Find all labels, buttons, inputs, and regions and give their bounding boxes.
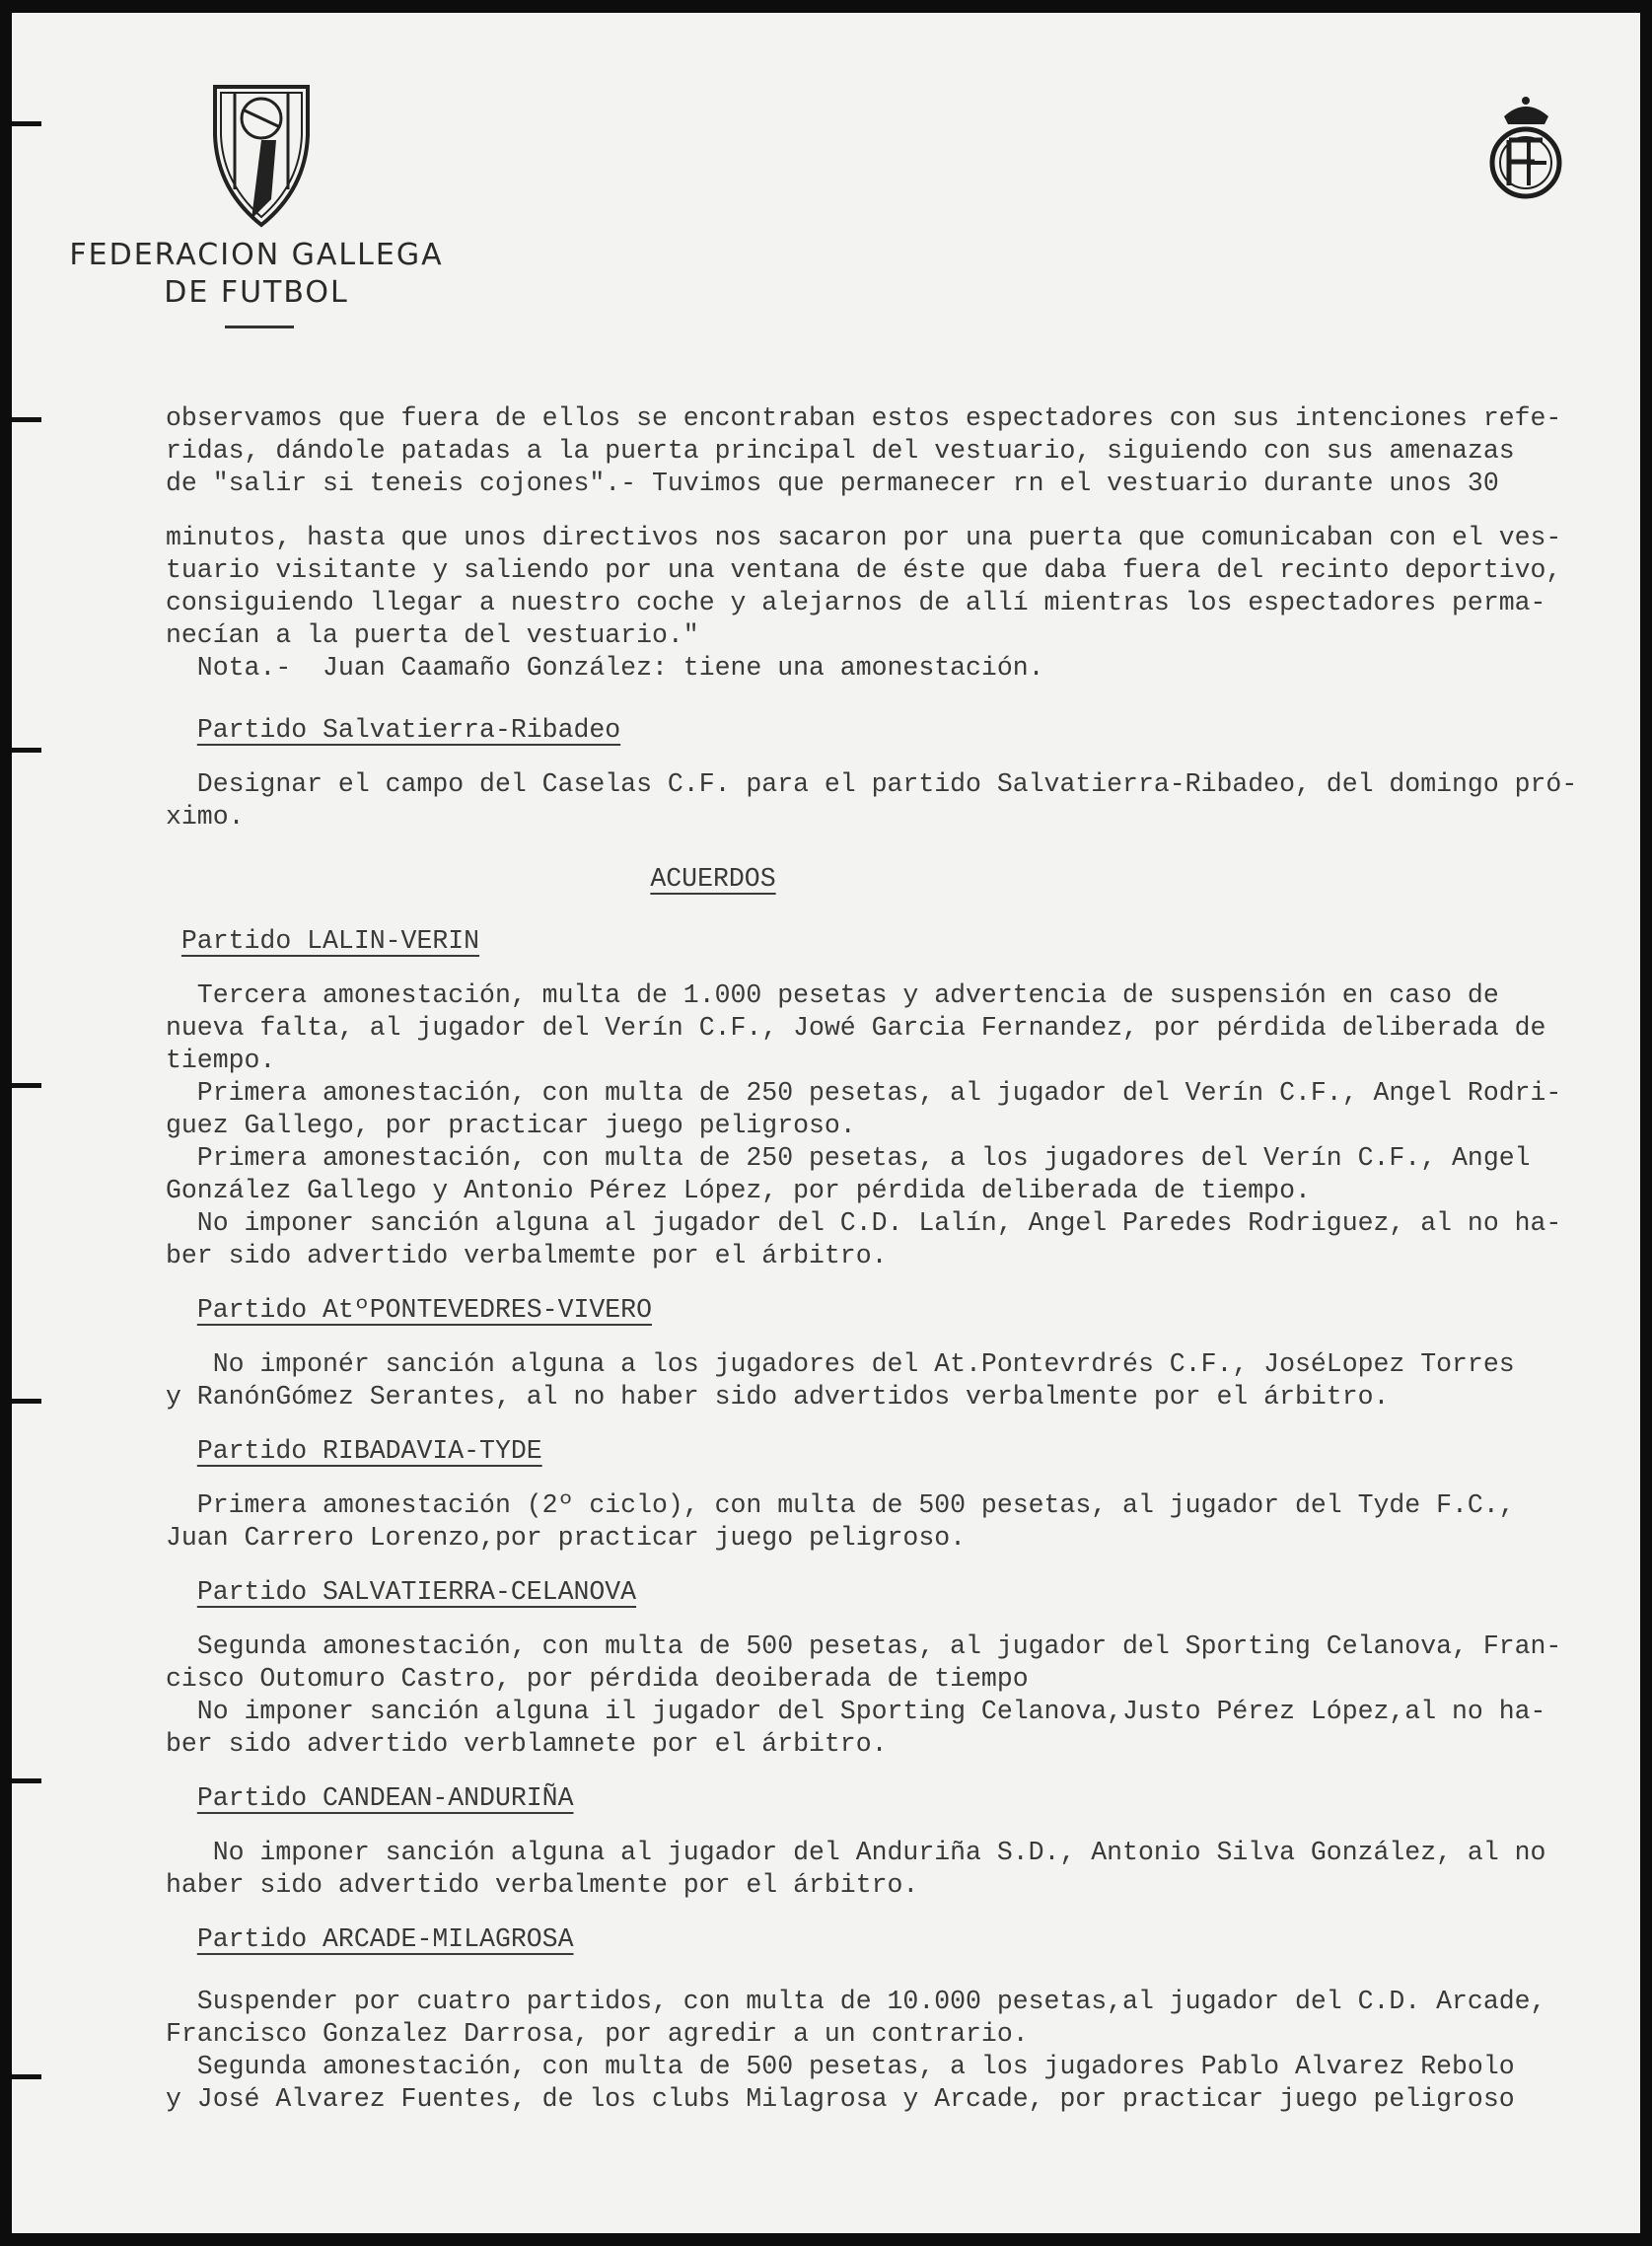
- line-gap: [166, 1761, 1635, 1782]
- text-line: Primera amonestación, con multa de 250 pesetas, al jugador del Verín C.F., Angel Rodri-: [166, 1078, 1562, 1108]
- line-gap: [166, 747, 1635, 768]
- text-line: ber sido advertido verblamnete por el árbitro.: [166, 1729, 888, 1759]
- section-title: [166, 1435, 1635, 1468]
- line-gap: [166, 1815, 1635, 1837]
- section-title-text: Partido SALVATIERRA-CELANOVA: [196, 1577, 637, 1607]
- section-title: [166, 1782, 1635, 1815]
- line-gap: [166, 1327, 1635, 1348]
- section-pontevedres-vivero: [166, 1294, 1635, 1413]
- line-gap: [166, 1609, 1635, 1630]
- text-line: guez Gallego, por practicar juego peligroso.: [166, 1111, 856, 1140]
- line-gap: [166, 1272, 1635, 1294]
- section-title: [166, 1294, 1635, 1327]
- text-line: González Gallego y Antonio Pérez López, por pérdida deliberada de tiempo.: [166, 1176, 1311, 1205]
- org-name-line-1: FEDERACION GALLEGA: [69, 238, 444, 272]
- text-line: observamos que fuera de ellos se encontraban estos espectadores con sus intenciones refe-: [166, 403, 1562, 433]
- text-line: nueva falta, al jugador del Verín C.F., Jowé Garcia Fernandez, por pérdida deliberada de: [166, 1013, 1546, 1043]
- line-gap: [166, 685, 1635, 714]
- section-title-text: Partido LALIN-VERIN: [180, 926, 480, 956]
- binder-hole-mark: [12, 1778, 41, 1783]
- text-line: No imponer sanción alguna al jugador del C.D. Lalín, Angel Paredes Rodriguez, al no ha-: [166, 1208, 1562, 1238]
- line-gap: [166, 1555, 1635, 1576]
- section-ribadavia-tyde: [166, 1435, 1635, 1555]
- line-gap: [166, 1956, 1635, 1986]
- acuerdos-heading-text: ACUERDOS: [650, 864, 776, 894]
- line-gap: [166, 1468, 1635, 1489]
- rfef-crown-emblem: [1479, 89, 1573, 207]
- text-line: Designar el campo del Caselas C.F. para el partido Salvatierra-Ribadeo, del domingo pró-: [166, 769, 1578, 799]
- line-gap: [166, 1413, 1635, 1435]
- text-line: haber sido advertido verbalmente por el árbitro.: [166, 1870, 919, 1900]
- binder-hole-mark: [12, 417, 41, 422]
- org-name-line-2: DE FUTBOL: [164, 275, 349, 310]
- text-line: ximo.: [166, 802, 245, 832]
- section-salvatierra-celanova: [166, 1576, 1635, 1761]
- note-line: Nota.- Juan Caamaño González: tiene una amonestación.: [166, 653, 1044, 683]
- text-line: minutos, hasta que unos directivos nos sacaron por una puerta que comunicaban con el ves-: [166, 523, 1562, 552]
- section-title: [166, 1576, 1635, 1609]
- line-gap: [166, 958, 1635, 979]
- line-gap: [166, 1902, 1635, 1923]
- binder-hole-mark: [12, 121, 41, 126]
- text-line: Primera amonestación, con multa de 250 pesetas, a los jugadores del Verín C.F., Angel: [166, 1143, 1531, 1173]
- letterhead-rule: [225, 326, 294, 328]
- section-title: [166, 925, 1635, 958]
- text-line: cisco Outomuro Castro, por pérdida deoiberada de tiempo: [166, 1664, 1029, 1694]
- section-title-text: Partido RIBADAVIA-TYDE: [196, 1436, 542, 1466]
- section-title-text: Partido CANDEAN-ANDURIÑA: [196, 1783, 574, 1813]
- text-line: No imponér sanción alguna a los jugadores del At.Pontevrdrés C.F., JoséLopez Torres: [166, 1349, 1515, 1379]
- organization-name: [39, 237, 473, 312]
- section-title: [166, 1923, 1635, 1956]
- text-line: Juan Carrero Lorenzo,por practicar juego peligroso.: [166, 1523, 967, 1553]
- text-line: ber sido advertido verbalmemte por el árbitro.: [166, 1241, 888, 1270]
- line-gap: [166, 500, 1635, 522]
- binder-hole-mark: [12, 2074, 41, 2079]
- text-line: Francisco Gonzalez Darrosa, por agredir a un contrario.: [166, 2019, 1029, 2049]
- text-line: Tercera amonestación, multa de 1.000 pesetas y advertencia de suspensión en caso de: [166, 980, 1499, 1010]
- binder-hole-mark: [12, 1083, 41, 1088]
- text-line: tuario visitante y saliendo por una ventana de éste que daba fuera del recinto deportivo,: [166, 555, 1562, 585]
- text-line: No imponer sanción alguna al jugador del Anduriña S.D., Antonio Silva González, al no: [166, 1838, 1546, 1867]
- text-line: Primera amonestación (2º ciclo), con multa de 500 pesetas, al jugador del Tyde F.C.,: [166, 1490, 1515, 1520]
- section-title-text: Partido Salvatierra-Ribadeo: [196, 715, 621, 745]
- text-line: y José Alvarez Fuentes, de los clubs Milagrosa y Arcade, por practicar juego peligroso: [166, 2084, 1515, 2114]
- text-line: Segunda amonestación, con multa de 500 pesetas, al jugador del Sporting Celanova, Fran-: [166, 1631, 1562, 1661]
- text-line: Suspender por cuatro partidos, con multa de 10.000 pesetas,al jugador del C.D. Arcade,: [166, 1987, 1546, 2016]
- line-gap: [166, 833, 1635, 863]
- intro-paragraph: [166, 402, 1635, 652]
- section-title-text: Partido ARCADE-MILAGROSA: [196, 1924, 574, 1954]
- section-lalin-verin: [166, 925, 1635, 1272]
- section-arcade-milagrosa: [166, 1923, 1635, 2116]
- binder-hole-mark: [12, 748, 41, 753]
- text-line: Segunda amonestación, con multa de 500 pesetas, a los jugadores Pablo Alvarez Rebolo: [166, 2052, 1515, 2081]
- acuerdos-heading: [166, 863, 1260, 896]
- line-gap: [166, 896, 1635, 925]
- binder-hole-mark: [12, 1399, 41, 1404]
- text-line: tiempo.: [166, 1046, 276, 1075]
- document-body: [166, 402, 1635, 2116]
- text-line: No imponer sanción alguna il jugador del Sporting Celanova,Justo Pérez López,al no ha-: [166, 1697, 1546, 1726]
- text-line: y RanónGómez Serantes, al no haber sido advertidos verbalmente por el árbitro.: [166, 1382, 1390, 1412]
- section-candean-andurina: [166, 1782, 1635, 1902]
- section-title-text: Partido AtºPONTEVEDRES-VIVERO: [196, 1295, 652, 1325]
- federation-shield-logo: [207, 81, 316, 229]
- section-title: [166, 714, 1635, 747]
- text-line: consiguiendo llegar a nuestro coche y alejarnos de allí mientras los espectadores perma-: [166, 588, 1546, 617]
- text-line: ridas, dándole patadas a la puerta principal del vestuario, siguiendo con sus amenazas: [166, 436, 1515, 466]
- text-line: de "salir si teneis cojones".- Tuvimos que permanecer rn el vestuario durante unos 30: [166, 469, 1499, 498]
- text-line: necían a la puerta del vestuario.": [166, 620, 699, 650]
